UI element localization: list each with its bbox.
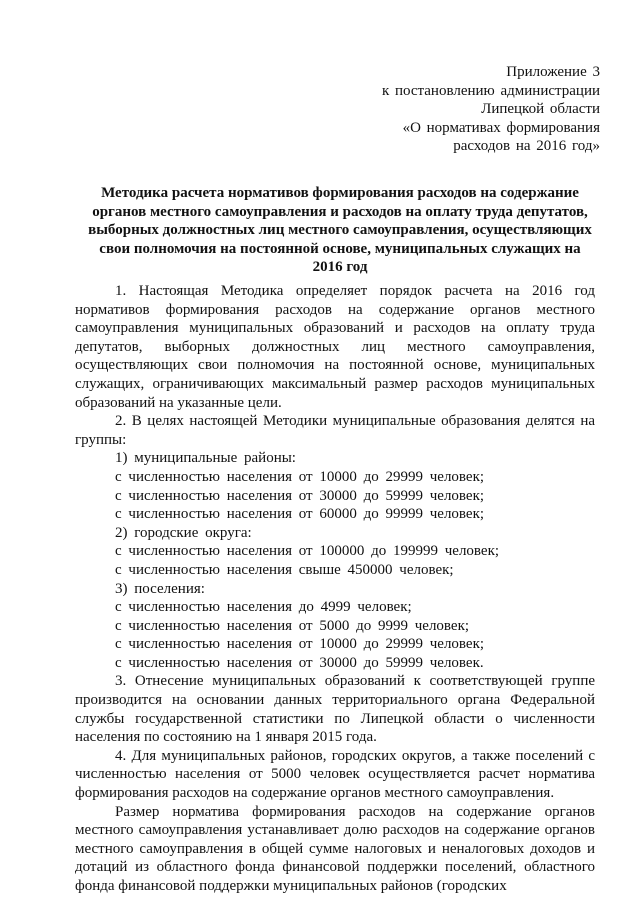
paragraph-5: Размер норматива формирования расходов на содержание органов местного самоуправления устанавливает долю расходов на содержание органов местного самоуправления в общей сумме налоговых и неналоговых доходов и дотаций из областного фонда финансовой поддержки поселений, областного фонда финансовой поддержки муниципальных районов (городских: [75, 803, 595, 894]
group-item: с численностью населения до 4999 человек;: [115, 599, 412, 616]
group-heading-city-districts: 2) городские округа:: [115, 524, 252, 541]
title-line: выборных должностных лиц местного самоуправления, осуществляющих: [88, 222, 592, 239]
group-item: с численностью населения от 10000 до 29999 человек;: [115, 636, 485, 653]
paragraph-1: 1. Настоящая Методика определяет порядок расчета на 2016 год нормативов формирования расходов на содержание органов местного самоуправления муниципальных образований и расходов на оплату труда депутатов, выборных должностных лиц местного самоуправления, осуществляющих свои полномочия на постоянной основе, муниципальных служащих, ограничивающих максимальный размер расходов муниципальных образований на указанные цели.: [75, 283, 595, 411]
group-heading-districts: 1) муниципальные районы:: [115, 450, 296, 467]
paragraph-3: 3. Отнесение муниципальных образований к соответствующей группе производится на основании данных территориального органа Федеральной службы государственной статистики по Липецкой области о численности населения по состоянию на 1 января 2015 года.: [75, 673, 595, 746]
group-item: с численностью населения от 100000 до 199999 человек;: [115, 543, 500, 560]
appendix-decree-title-end: расходов на 2016 год»: [453, 138, 600, 154]
appendix-region: Липецкой области: [481, 101, 600, 117]
appendix-reference: к постановлению администрации: [381, 82, 600, 99]
appendix-number: Приложение 3: [506, 64, 600, 80]
group-item: с численностью населения от 60000 до 99999 человек;: [115, 506, 485, 523]
title-line: 2016 год: [312, 259, 368, 276]
group-item: с численностью населения свыше 450000 человек;: [115, 561, 454, 578]
paragraph-2: 2. В целях настоящей Методики муниципальные образования делятся на группы:: [75, 413, 595, 448]
group-item: с численностью населения от 30000 до 59999 человек;: [115, 487, 485, 504]
title-line: органов местного самоуправления и расходов на оплату труда депутатов,: [92, 203, 588, 220]
title-line: свои полномочия на постоянной основе, муниципальных служащих на: [99, 240, 581, 257]
group-item: с численностью населения от 30000 до 59999 человек.: [115, 654, 484, 671]
appendix-decree-title: «О нормативах формирования: [402, 119, 600, 136]
appendix-header: [382, 63, 600, 156]
title-line: Методика расчета нормативов формирования расходов на содержание: [101, 185, 579, 201]
document-title: [80, 184, 600, 277]
group-heading-settlements: 3) поселения:: [115, 580, 205, 597]
document-body: [75, 282, 595, 896]
group-item: с численностью населения от 10000 до 29999 человек;: [115, 468, 485, 485]
paragraph-4: 4. Для муниципальных районов, городских округов, а также поселений с численностью населения от 5000 человек осуществляется расчет норматива формирования расходов на содержание органов местного самоуправления.: [75, 747, 595, 802]
group-item: с численностью населения от 5000 до 9999 человек;: [115, 617, 470, 634]
